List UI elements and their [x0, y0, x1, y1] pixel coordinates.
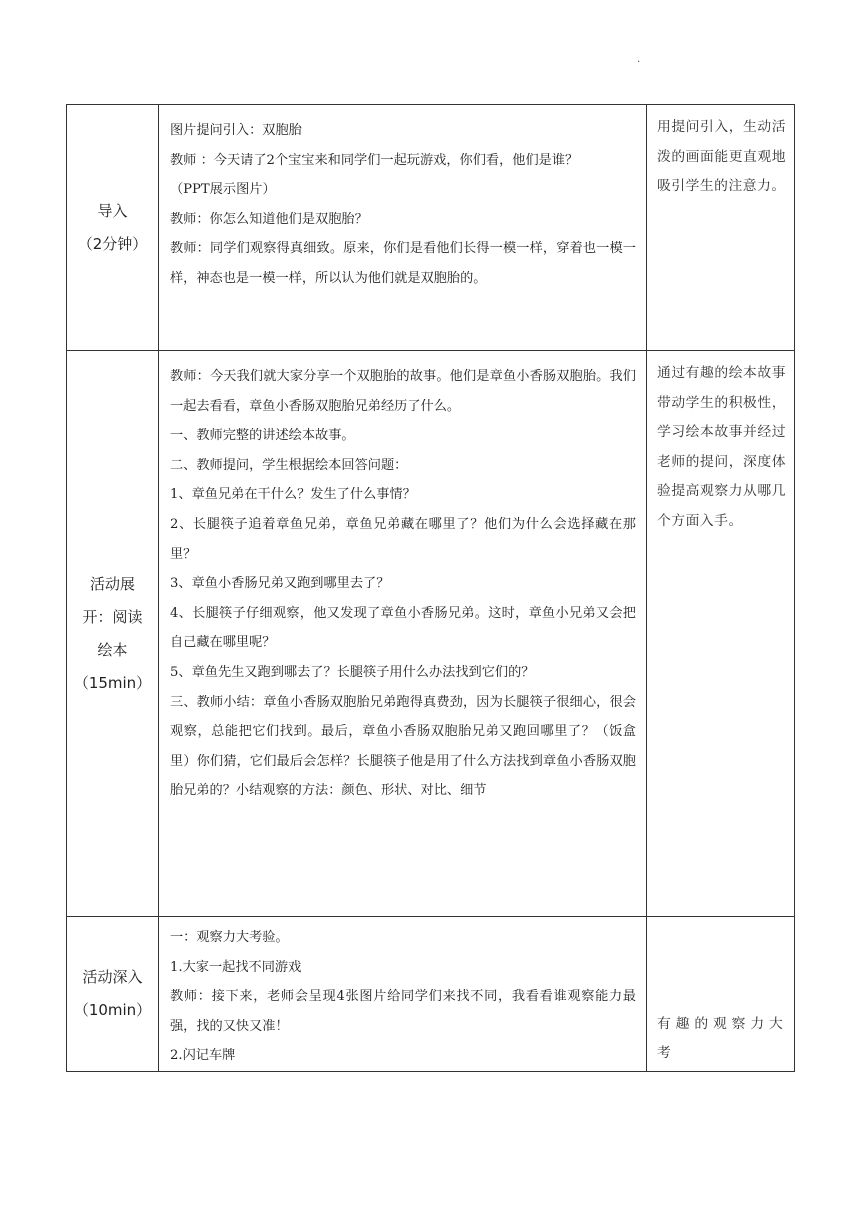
note-cell-activity: [647, 351, 795, 917]
note-text: 用提问引入，生动活泼的画面能更直观地吸引学生的注意力。: [657, 119, 786, 195]
content-line: 三、教师小结：章鱼小香肠双胞胎兄弟跑得真费劲，因为长腿筷子很细心，很会观察，总能把它们找到。最后，章鱼小香肠双胞胎兄弟又跑回哪里了？（饭盒里）你们猜，它们最后会怎样？长腿筷子他是用了什么方法找到章鱼小香肠双胞胎兄弟的？小结观察的方法：颜色、形状、对比、细节: [170, 694, 636, 799]
stage-label: 绘本: [97, 640, 128, 659]
content-line: 5、章鱼先生又跑到哪去了？长腿筷子用什么办法找到它们的？: [170, 664, 535, 680]
content-line: 1、章鱼兄弟在干什么？发生了什么事情？: [170, 487, 416, 503]
page-mark: .: [637, 54, 641, 65]
content-line: 1.大家一起找不同游戏: [170, 959, 302, 975]
table-row-deepening: [67, 917, 795, 1072]
content-cell-deepening: [159, 917, 647, 1072]
stage-label: 活动深入: [82, 967, 143, 986]
content-line: 二、教师提问，学生根据绘本回答问题：: [170, 457, 408, 473]
stage-duration: （2分钟）: [77, 234, 148, 253]
content-line: 一：观察力大考验。: [170, 930, 289, 945]
content-line: 教师：今天我们就大家分享一个双胞胎的故事。他们是章鱼小香肠双胞胎。我们一起去看看，章鱼小香肠双胞胎兄弟经历了什么。: [170, 369, 636, 414]
content-line: 教师 ：今天请了2个宝宝来和同学们一起玩游戏，你们看，他们是谁？: [170, 152, 579, 168]
lesson-plan-table: [66, 104, 795, 1072]
note-cell-intro: [647, 105, 795, 351]
content-line: 2.闪记车牌: [170, 1048, 236, 1064]
content-cell-activity: [159, 351, 647, 917]
stage-cell-deepening: [67, 917, 159, 1072]
content-line: （PPT展示图片）: [170, 182, 276, 198]
content-line: 2、长腿筷子追着章鱼兄弟，章鱼兄弟藏在哪里了？他们为什么会选择藏在那里？: [170, 516, 636, 562]
table-row-intro: [67, 105, 795, 351]
stage-label: 开：阅读: [82, 607, 143, 626]
note-text: 通过有趣的绘本故事带动学生的积极性，学习绘本故事并经过老师的提问，深度体验提高观察力从哪几个方面入手。: [657, 365, 786, 529]
stage-duration: （10min）: [73, 1000, 152, 1019]
table-row-activity: [67, 351, 795, 917]
content-line: 3、章鱼小香肠兄弟又跑到哪里去了？: [170, 576, 390, 592]
stage-duration: （15min）: [73, 673, 152, 692]
stage-label: 导入: [97, 201, 128, 220]
stage-label: 活动展: [89, 574, 135, 593]
stage-cell-activity: [67, 351, 159, 917]
content-line: 教师：接下来，老师会呈现4张图片给同学们来找不同，我看看谁观察能力最强，找的又快又准！: [170, 989, 636, 1034]
stage-cell-intro: [67, 105, 159, 351]
content-line: 一、教师完整的讲述绘本故事。: [170, 428, 355, 444]
content-line: 教师：同学们观察得真细致。原来，你们是看他们长得一模一样，穿着也一模一样，神态也是一模一样，所以认为他们就是双胞胎的。: [170, 241, 636, 286]
note-cell-deepening: [647, 917, 795, 1072]
content-line: 图片提问引入：双胞胎: [170, 123, 302, 138]
content-line: 教师：你怎么知道他们是双胞胎？: [170, 211, 368, 227]
content-line: 4、长腿筷子仔细观察，他又发现了章鱼小香肠兄弟。这时，章鱼小兄弟又会把自己藏在哪里呢？: [170, 605, 636, 651]
note-text: 有趣的观察力大考: [657, 1015, 786, 1062]
content-cell-intro: [159, 105, 647, 351]
